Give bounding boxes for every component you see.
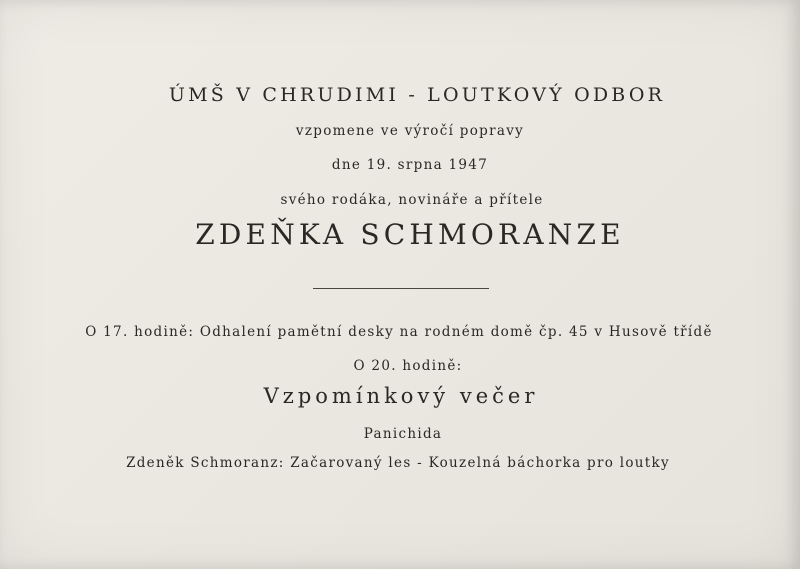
honoree-name: ZDEŇKA SCHMORANZE: [195, 218, 625, 251]
date-line: dne 19. srpna 1947: [331, 157, 489, 173]
relation-line: svého rodáka, novináře a přítele: [280, 192, 544, 208]
evening-event-title: Vzpomínkový večer: [263, 384, 539, 408]
program-item-puppet-play: Zdeněk Schmoranz: Začarovaný les - Kouzelná báchorka pro loutky: [126, 455, 670, 471]
commemoration-line: vzpomene ve výročí popravy: [295, 123, 525, 139]
organizer-heading: ÚMŠ V CHRUDIMI - LOUTKOVÝ ODBOR: [168, 84, 666, 106]
event-plaque-unveiling: O 17. hodině: Odhalení pamětní desky na rodném domě čp. 45 v Husově třídě: [85, 324, 713, 340]
divider-rule: [313, 288, 489, 289]
program-item-memorial-service: Panichida: [363, 426, 443, 442]
evening-event-time: O 20. hodině:: [353, 358, 463, 374]
